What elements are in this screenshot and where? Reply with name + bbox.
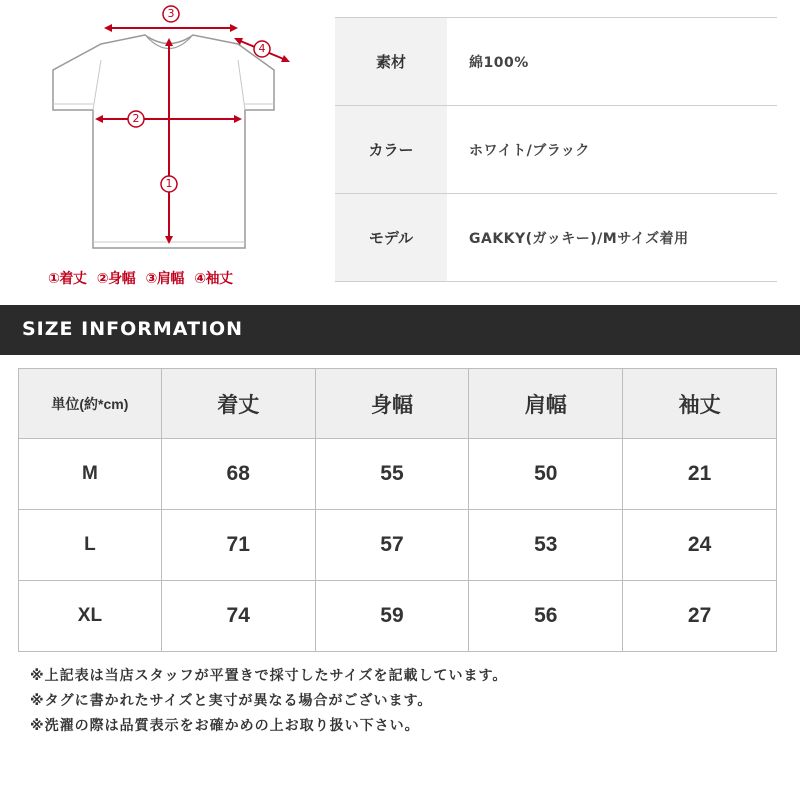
measurement-legend	[48, 268, 308, 288]
table-cell: 71	[161, 510, 315, 581]
note-line: ※洗濯の際は品質表示をお確かめの上お取り扱い下さい。	[30, 718, 420, 734]
table-cell: 56	[469, 581, 623, 652]
column-header: 袖丈	[623, 369, 777, 439]
table-cell: 55	[315, 439, 469, 510]
legend-item-shoulder-width: ③肩幅	[145, 271, 184, 287]
note-line: ※タグに書かれたサイズと実寸が異なる場合がございます。	[30, 693, 433, 709]
legend-item-sleeve-length: ④袖丈	[194, 271, 233, 287]
table-header-row	[19, 369, 777, 439]
size-label: L	[19, 510, 162, 581]
table-cell: 59	[315, 581, 469, 652]
marker-4: 4	[258, 42, 266, 55]
table-cell: 24	[623, 510, 777, 581]
size-information-header	[0, 305, 800, 355]
column-header: 身幅	[315, 369, 469, 439]
spec-label: 素材	[335, 18, 447, 105]
spec-value: GAKKY(ガッキー)/Mサイズ着用	[469, 230, 689, 247]
table-cell: 57	[315, 510, 469, 581]
spec-label: モデル	[335, 194, 447, 281]
spec-label: カラー	[335, 106, 447, 193]
table-row	[19, 439, 777, 510]
marker-1: 1	[165, 177, 173, 190]
column-header: 肩幅	[469, 369, 623, 439]
spec-value: ホワイト/ブラック	[469, 142, 590, 159]
tshirt-illustration	[0, 0, 320, 268]
table-cell: 53	[469, 510, 623, 581]
table-cell: 50	[469, 439, 623, 510]
size-label: M	[19, 439, 162, 510]
legend-item-body-width: ②身幅	[96, 271, 136, 287]
spec-row-color	[335, 105, 777, 193]
spec-table	[335, 17, 777, 282]
garment-diagram	[0, 0, 320, 300]
marker-2: 2	[132, 112, 140, 125]
table-cell: 68	[161, 439, 315, 510]
table-row	[19, 581, 777, 652]
table-cell: 21	[623, 439, 777, 510]
table-cell: 74	[161, 581, 315, 652]
column-header: 着丈	[161, 369, 315, 439]
unit-header: 単位(約*cm)	[19, 369, 162, 439]
note-line: ※上記表は当店スタッフが平置きで採寸したサイズを記載しています。	[30, 668, 508, 684]
size-label: XL	[19, 581, 162, 652]
notes	[30, 664, 770, 739]
section-title: SIZE INFORMATION	[22, 318, 244, 340]
marker-3: 3	[167, 7, 175, 20]
spec-value: 綿100%	[469, 54, 529, 71]
spec-row-model	[335, 193, 777, 282]
table-cell: 27	[623, 581, 777, 652]
table-row	[19, 510, 777, 581]
legend-item-length: ①着丈	[48, 271, 87, 287]
spec-row-material	[335, 17, 777, 105]
size-table	[18, 368, 777, 652]
